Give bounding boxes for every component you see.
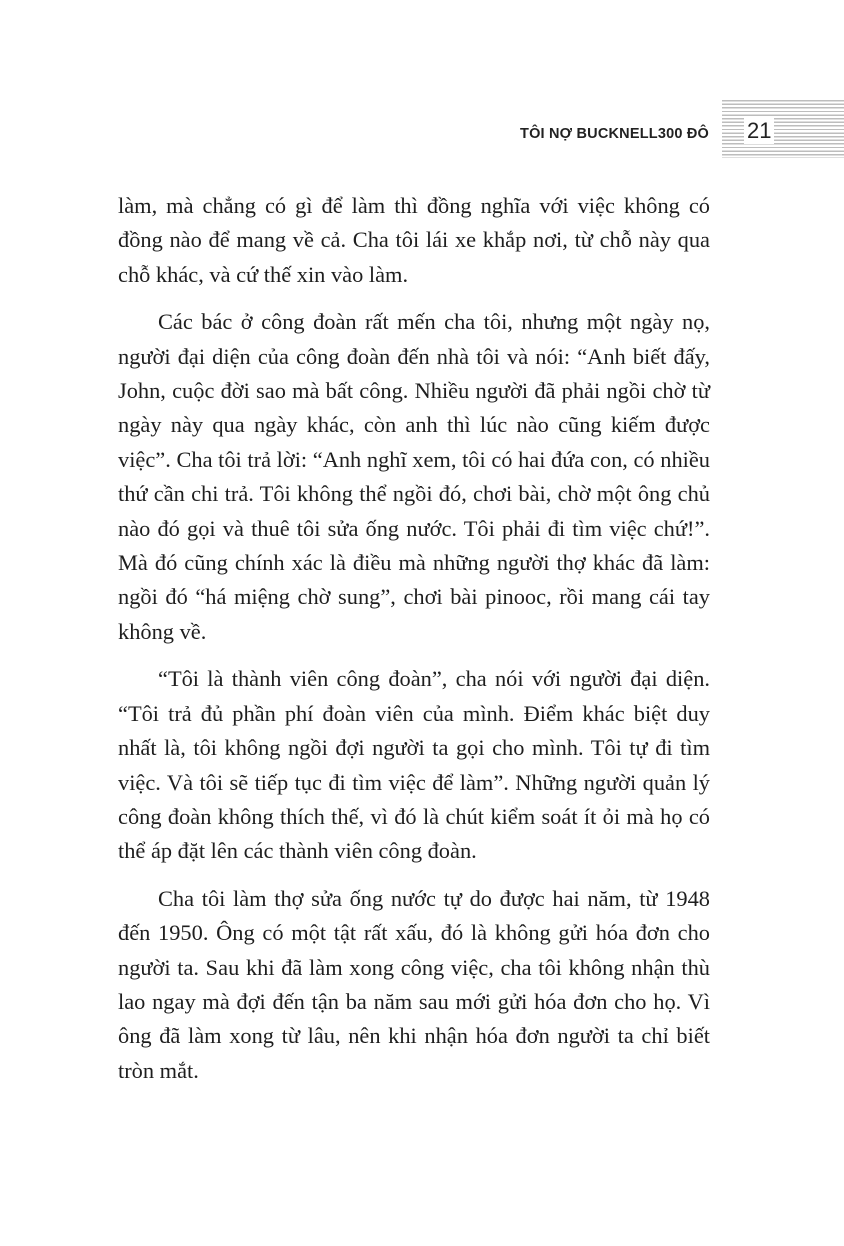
body-text	[118, 189, 710, 1101]
header-stripes	[722, 100, 844, 158]
paragraph: Cha tôi làm thợ sửa ống nước tự do được hai năm, từ 1948 đến 1950. Ông có một tật rất xấu, đó là không gửi hóa đơn cho người ta. Sau khi đã làm xong công việc, cha tôi không nhận thù lao ngay mà đợi đến tận ba năm sau mới gửi hóa đơn cho họ. Vì ông đã làm xong từ lâu, nên khi nhận hóa đơn người ta chỉ biết tròn mắt.	[118, 885, 710, 1083]
paragraph: “Tôi là thành viên công đoàn”, cha nói với người đại diện. “Tôi trả đủ phần phí đoàn viên của mình. Điểm khác biệt duy nhất là, tôi không ngồi đợi người ta gọi cho mình. Tôi tự đi tìm việc. Và tôi sẽ tiếp tục đi tìm việc để làm”. Những người quản lý công đoàn không thích thế, vì đó là chút kiểm soát ít ỏi mà họ có thể áp đặt lên các thành viên công đoàn.	[118, 666, 710, 864]
paragraph-continuation: làm, mà chẳng có gì để làm thì đồng nghĩa với việc không có đồng nào để mang về cả. Cha tôi lái xe khắp nơi, từ chỗ này qua chỗ khác, và cứ thế xin vào làm.	[118, 193, 710, 287]
page-number: 21	[744, 118, 774, 144]
paragraph: Các bác ở công đoàn rất mến cha tôi, nhưng một ngày nọ, người đại diện của công đoàn đến nhà tôi và nói: “Anh biết đấy, John, cuộc đời sao mà bất công. Nhiều người đã phải ngồi chờ từ ngày này qua ngày khác, còn anh thì lúc nào cũng kiếm được việc”. Cha tôi trả lời: “Anh nghĩ xem, tôi có hai đứa con, có nhiều thứ cần chi trả. Tôi không thể ngồi đó, chơi bài, chờ một ông chủ nào đó gọi và thuê tôi sửa ống nước. Tôi phải đi tìm việc chứ!”. Mà đó cũng chính xác là điều mà những người thợ khác đã làm: ngồi đó “há miệng chờ sung”, chơi bài pinooc, rồi mang cái tay không về.	[118, 309, 710, 644]
page-header	[0, 100, 844, 160]
running-title: TÔI NỢ BUCKNELL300 ĐÔ	[520, 126, 709, 142]
